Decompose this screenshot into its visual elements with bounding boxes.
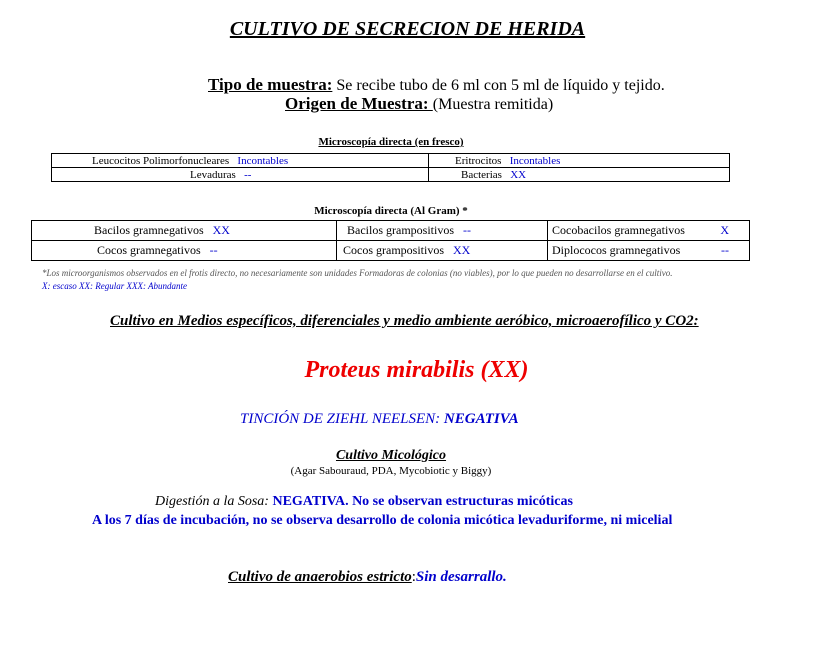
- cell-label: Levaduras: [190, 168, 236, 181]
- cell-label: Eritrocitos: [455, 154, 502, 167]
- cell-label: Bacterias: [461, 168, 502, 181]
- tipo-muestra-label: Tipo de muestra:: [208, 75, 333, 94]
- cell-label: Bacilos grampositivos: [347, 223, 454, 237]
- table-cell: [52, 168, 429, 182]
- cell-value: --: [244, 168, 252, 181]
- table-row: [32, 221, 750, 241]
- cell-value: Incontables: [509, 154, 561, 167]
- anaerobios-value: Sin desarrallo.: [415, 569, 507, 585]
- anaerobios: [228, 569, 507, 586]
- cell-value: XX: [212, 223, 230, 237]
- cell-value: --: [721, 243, 729, 257]
- incubacion-result: A los 7 días de incubación, no se observa desarrollo de colonia micótica levaduriforme, ni micelial: [92, 513, 673, 528]
- digestion-sosa: [155, 494, 573, 510]
- table-row: [52, 154, 730, 168]
- cultivo-heading: Cultivo en Medios específicos, diferenciales y medio ambiente aeróbico, microaerofílico y CO2:: [110, 313, 699, 329]
- cell-label: Cocos gramnegativos: [97, 243, 201, 257]
- table-cell: [429, 154, 730, 168]
- table-row: [32, 241, 750, 261]
- cell-value: X: [720, 223, 729, 237]
- ziehl-value: NEGATIVA: [443, 411, 519, 427]
- origen-muestra-value: (Muestra remitida): [432, 96, 554, 113]
- table-cell: [429, 168, 730, 182]
- digestion-value: NEGATIVA. No se observan estructuras micóticas: [272, 494, 573, 509]
- anaerobios-label: Cultivo de anaerobios estricto: [228, 569, 412, 585]
- tipo-muestra: [208, 75, 665, 95]
- fresco-caption: Microscopía directa (en fresco): [318, 136, 464, 148]
- origen-muestra-label: Origen de Muestra:: [285, 94, 433, 113]
- cell-label: Cocos grampositivos: [343, 243, 444, 257]
- cell-value: XX: [453, 243, 471, 257]
- fresco-table: [51, 153, 730, 182]
- table-cell: [52, 154, 429, 168]
- tipo-muestra-value: Se recibe tubo de 6 ml con 5 ml de líquido y tejido.: [332, 77, 665, 94]
- table-cell: [32, 221, 337, 241]
- gram-footnote: *Los microorganismos observados en el frotis directo, no necesariamente son unidades Formadoras de colonias (no viables), por lo que pueden no desarrollarse en el cultivo.: [42, 268, 673, 278]
- cell-value: --: [463, 223, 471, 237]
- table-cell: [548, 221, 750, 241]
- cell-label: Diplococos gramnegativos: [552, 243, 681, 257]
- origen-muestra: [285, 94, 553, 114]
- table-cell: [337, 221, 548, 241]
- cell-label: Bacilos gramnegativos: [94, 223, 204, 237]
- report-title: CULTIVO DE SECRECION DE HERIDA: [229, 18, 586, 40]
- culture-result: Proteus mirabilis (XX): [304, 357, 529, 383]
- table-cell: [337, 241, 548, 261]
- table-row: [52, 168, 730, 182]
- ziehl-label: TINCIÓN DE ZIEHL NEELSEN:: [240, 411, 444, 427]
- cell-label: Cocobacilos gramnegativos: [552, 223, 685, 237]
- micologico-subtitle: (Agar Sabouraud, PDA, Mycobiotic y Biggy): [290, 465, 492, 477]
- cell-value: XX: [510, 168, 527, 181]
- table-cell: [32, 241, 337, 261]
- gram-table: [31, 220, 750, 261]
- ziehl-neelsen: [240, 411, 519, 428]
- cell-value: --: [209, 243, 218, 257]
- digestion-label: Digestión a la Sosa:: [155, 494, 273, 509]
- gram-legend: X: escaso XX: Regular XXX: Abundante: [42, 281, 188, 291]
- table-cell: [548, 241, 750, 261]
- gram-caption: Microscopía directa (Al Gram) *: [314, 205, 468, 217]
- anaerobios-sep: :: [411, 569, 416, 585]
- micologico-title: Cultivo Micológico: [335, 448, 447, 463]
- cell-value: Incontables: [237, 154, 289, 167]
- cell-label: Leucocitos Polimorfonucleares: [92, 154, 230, 167]
